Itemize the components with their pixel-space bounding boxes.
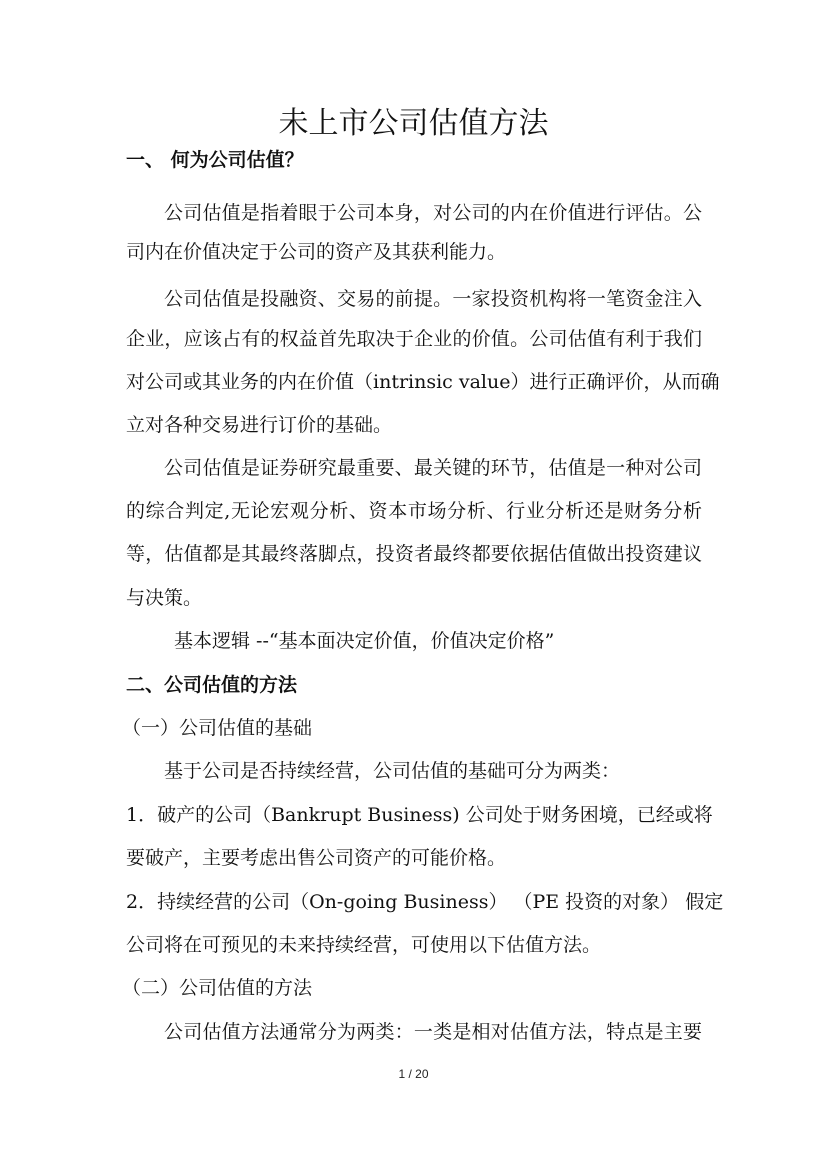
paragraph-line: 与决策。 [126, 587, 203, 609]
paragraph-line: 基于公司是否持续经营，公司估值的基础可分为两类： [164, 760, 621, 782]
list-item-line: 公司将在可预见的未来持续经营，可使用以下估值方法。 [126, 934, 602, 956]
paragraph-line: 公司估值方法通常分为两类：一类是相对估值方法，特点是主要 [164, 1021, 702, 1043]
section-heading: 二、公司估值的方法 [126, 674, 298, 696]
paragraph-line: 等，估值都是其最终落脚点，投资者最终都要依据估值做出投资建议 [126, 543, 702, 565]
list-item-line: 要破产，主要考虑出售公司资产的可能价格。 [126, 847, 507, 869]
section-heading: 一、 何为公司估值？ [126, 149, 304, 171]
document-title: 未上市公司估值方法 [278, 106, 549, 141]
paragraph-line: 企业，应该占有的权益首先取决于企业的价值。公司估值有利于我们 [126, 328, 702, 350]
basic-logic-line: 基本逻辑 --“基本面决定价值，价值决定价格” [174, 630, 555, 652]
paragraph-line: 公司估值是投融资、交易的前提。一家投资机构将一笔资金注入 [164, 288, 702, 310]
page-number: 1 / 20 [398, 1067, 429, 1081]
paragraph-line: 公司估值是指着眼于公司本身，对公司的内在价值进行评估。公 [164, 202, 702, 224]
subsection-heading: （二）公司估值的方法 [122, 977, 313, 999]
paragraph-line: 公司估值是证券研究最重要、最关键的环节，估值是一种对公司 [164, 457, 702, 479]
subsection-heading: （一）公司估值的基础 [122, 717, 313, 739]
paragraph-line: 立对各种交易进行订价的基础。 [126, 414, 393, 436]
paragraph-line: 的综合判定,无论宏观分析、资本市场分析、行业分析还是财务分析 [126, 500, 702, 522]
paragraph-line: 司内在价值决定于公司的资产及其获利能力。 [126, 241, 507, 263]
list-item-line: 1．破产的公司（Bankrupt Business) 公司处于财务困境，已经或将 [126, 804, 713, 826]
list-item-line: 2．持续经营的公司（On-going Business） （PE 投资的对象） 假定 [126, 891, 724, 913]
paragraph-line: 对公司或其业务的内在价值（intrinsic value）进行正确评价，从而确 [126, 371, 720, 393]
